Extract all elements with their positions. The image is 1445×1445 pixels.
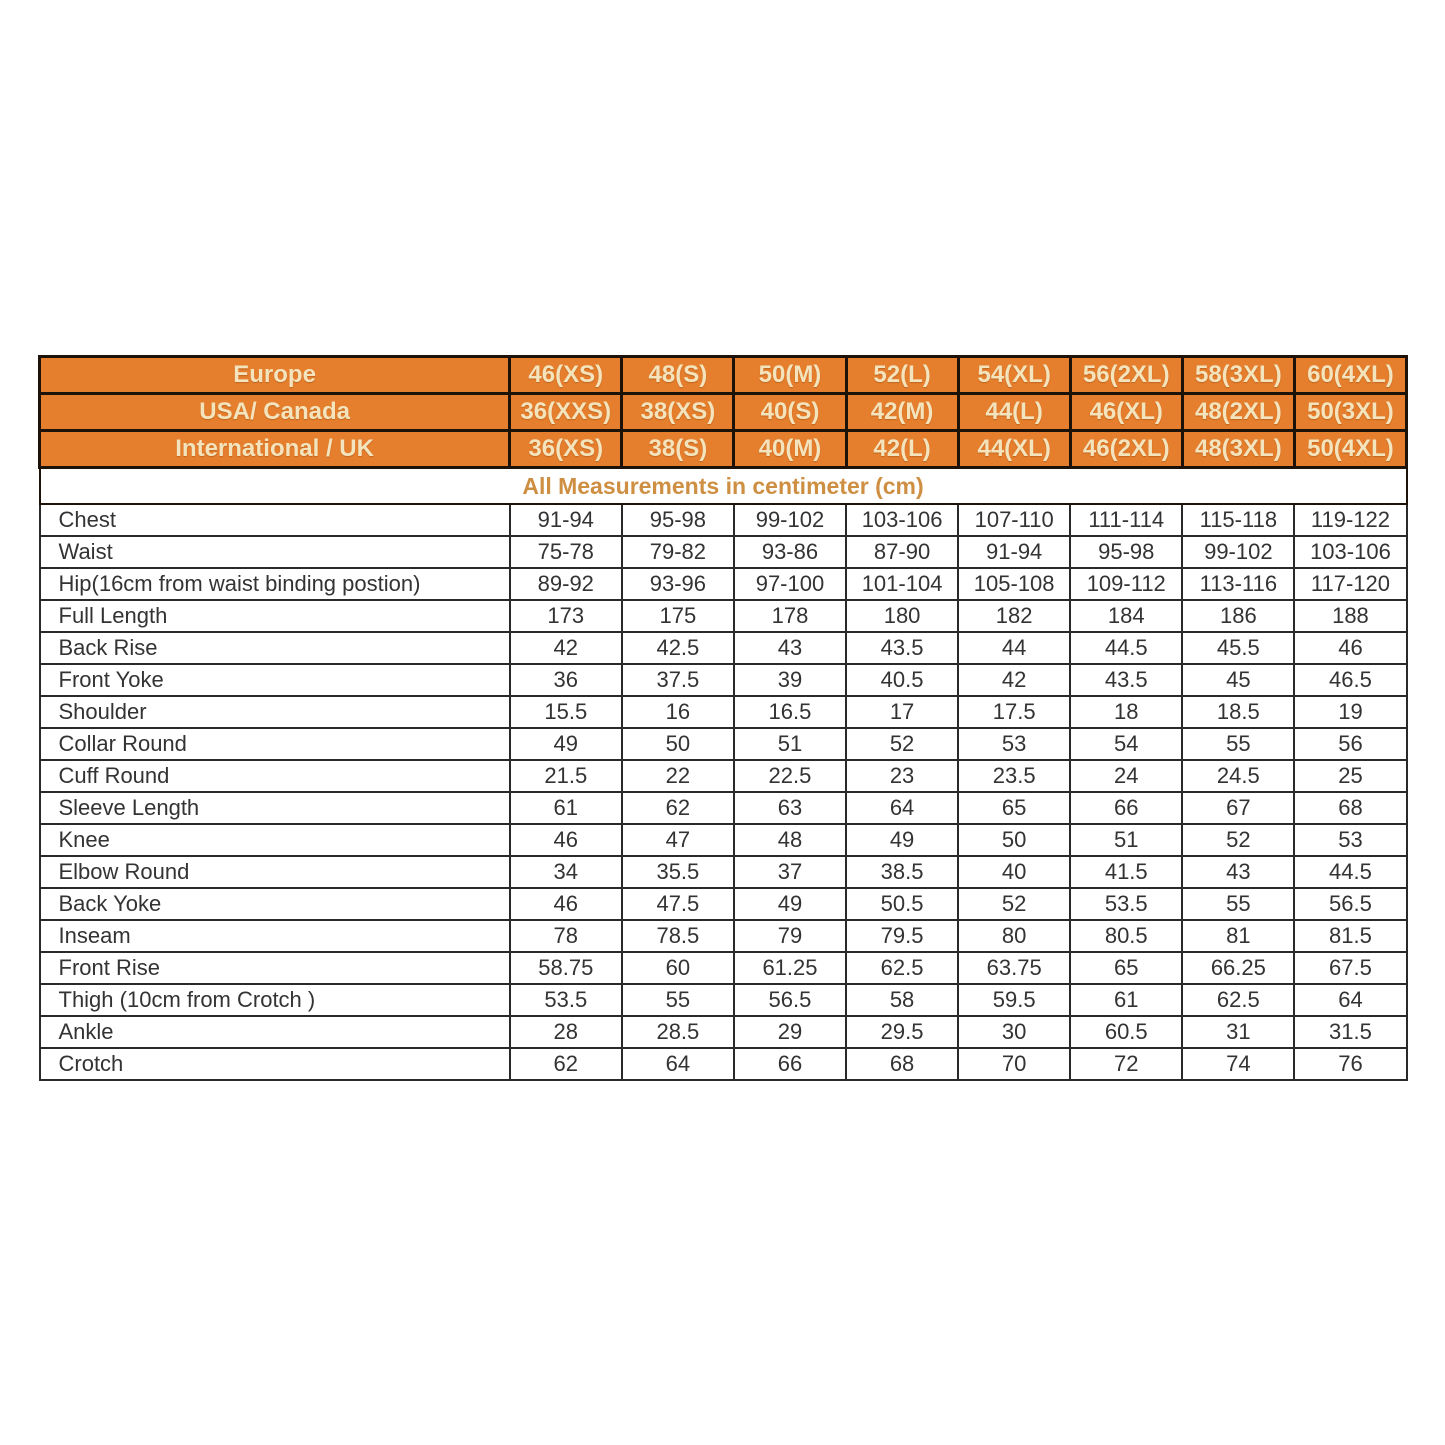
measurement-value: 119-122: [1294, 504, 1406, 536]
measurement-value: 115-118: [1182, 504, 1294, 536]
measurement-value: 87-90: [846, 536, 958, 568]
size-cell: 38(XS): [622, 394, 734, 431]
size-system-label: Europe: [40, 357, 510, 394]
measurement-value: 54: [1070, 728, 1182, 760]
measurement-row: [40, 760, 1407, 792]
size-cell: 50(M): [734, 357, 846, 394]
units-note: All Measurements in centimeter (cm): [40, 468, 1407, 505]
measurement-value: 24.5: [1182, 760, 1294, 792]
measurement-value: 44.5: [1070, 632, 1182, 664]
measurement-value: 43.5: [1070, 664, 1182, 696]
measurement-value: 62: [510, 1048, 622, 1080]
measurement-row: [40, 664, 1407, 696]
measurement-value: 91-94: [958, 536, 1070, 568]
measurement-value: 80: [958, 920, 1070, 952]
measurement-value: 66.25: [1182, 952, 1294, 984]
measurement-value: 173: [510, 600, 622, 632]
measurement-value: 50.5: [846, 888, 958, 920]
measurement-label: Collar Round: [40, 728, 510, 760]
size-cell: 40(M): [734, 431, 846, 468]
size-chart-body: [40, 357, 1407, 1081]
measurement-value: 62: [622, 792, 734, 824]
measurement-value: 61: [1070, 984, 1182, 1016]
measurement-row: [40, 568, 1407, 600]
measurement-value: 61: [510, 792, 622, 824]
measurement-value: 18: [1070, 696, 1182, 728]
measurement-value: 29: [734, 1016, 846, 1048]
measurement-value: 52: [1182, 824, 1294, 856]
measurement-value: 16: [622, 696, 734, 728]
measurement-value: 17.5: [958, 696, 1070, 728]
measurement-value: 35.5: [622, 856, 734, 888]
measurement-value: 23: [846, 760, 958, 792]
measurement-value: 80.5: [1070, 920, 1182, 952]
measurement-value: 39: [734, 664, 846, 696]
measurement-value: 62.5: [846, 952, 958, 984]
measurement-value: 50: [958, 824, 1070, 856]
measurement-row: [40, 952, 1407, 984]
measurement-value: 49: [510, 728, 622, 760]
measurement-value: 22: [622, 760, 734, 792]
measurement-value: 51: [734, 728, 846, 760]
measurement-value: 105-108: [958, 568, 1070, 600]
measurement-value: 53: [958, 728, 1070, 760]
measurement-value: 95-98: [622, 504, 734, 536]
measurement-value: 70: [958, 1048, 1070, 1080]
measurement-value: 79: [734, 920, 846, 952]
size-cell: 46(XS): [510, 357, 622, 394]
measurement-value: 56.5: [1294, 888, 1406, 920]
measurement-value: 43: [734, 632, 846, 664]
measurement-value: 68: [1294, 792, 1406, 824]
measurement-value: 61.25: [734, 952, 846, 984]
size-cell: 50(3XL): [1294, 394, 1406, 431]
measurement-value: 49: [846, 824, 958, 856]
measurement-value: 45.5: [1182, 632, 1294, 664]
size-cell: 36(XS): [510, 431, 622, 468]
measurement-row: [40, 536, 1407, 568]
measurement-label: Back Yoke: [40, 888, 510, 920]
measurement-row: [40, 888, 1407, 920]
measurement-value: 42: [510, 632, 622, 664]
measurement-value: 109-112: [1070, 568, 1182, 600]
measurement-value: 40: [958, 856, 1070, 888]
measurement-label: Hip(16cm from waist binding postion): [40, 568, 510, 600]
measurement-value: 31.5: [1294, 1016, 1406, 1048]
size-cell: 46(2XL): [1070, 431, 1182, 468]
measurement-value: 64: [846, 792, 958, 824]
measurement-value: 67: [1182, 792, 1294, 824]
measurement-value: 117-120: [1294, 568, 1406, 600]
measurement-value: 62.5: [1182, 984, 1294, 1016]
measurement-row: [40, 792, 1407, 824]
measurement-label: Thigh (10cm from Crotch ): [40, 984, 510, 1016]
measurement-value: 81: [1182, 920, 1294, 952]
measurement-value: 46: [510, 888, 622, 920]
measurement-value: 99-102: [734, 504, 846, 536]
measurement-label: Elbow Round: [40, 856, 510, 888]
measurement-value: 103-106: [846, 504, 958, 536]
measurement-label: Crotch: [40, 1048, 510, 1080]
size-cell: 46(XL): [1070, 394, 1182, 431]
measurement-row: [40, 920, 1407, 952]
measurement-label: Knee: [40, 824, 510, 856]
measurement-value: 76: [1294, 1048, 1406, 1080]
measurement-value: 64: [622, 1048, 734, 1080]
measurement-value: 55: [1182, 728, 1294, 760]
measurement-value: 15.5: [510, 696, 622, 728]
measurement-value: 52: [958, 888, 1070, 920]
measurement-value: 65: [1070, 952, 1182, 984]
measurement-value: 101-104: [846, 568, 958, 600]
size-cell: 56(2XL): [1070, 357, 1182, 394]
measurement-value: 60: [622, 952, 734, 984]
measurement-row: [40, 1016, 1407, 1048]
measurement-value: 16.5: [734, 696, 846, 728]
measurement-value: 46.5: [1294, 664, 1406, 696]
measurement-value: 74: [1182, 1048, 1294, 1080]
units-note-row: [40, 468, 1407, 505]
measurement-row: [40, 856, 1407, 888]
measurement-value: 79-82: [622, 536, 734, 568]
measurement-value: 63.75: [958, 952, 1070, 984]
size-chart-table: [38, 355, 1408, 1081]
measurement-value: 58: [846, 984, 958, 1016]
measurement-value: 64: [1294, 984, 1406, 1016]
size-cell: 42(M): [846, 394, 958, 431]
measurement-label: Inseam: [40, 920, 510, 952]
measurement-value: 99-102: [1182, 536, 1294, 568]
measurement-value: 75-78: [510, 536, 622, 568]
measurement-value: 182: [958, 600, 1070, 632]
measurement-row: [40, 1048, 1407, 1080]
measurement-row: [40, 632, 1407, 664]
measurement-value: 42: [958, 664, 1070, 696]
measurement-label: Front Rise: [40, 952, 510, 984]
size-cell: 40(S): [734, 394, 846, 431]
size-system-row-1: [40, 394, 1407, 431]
measurement-value: 184: [1070, 600, 1182, 632]
measurement-value: 93-86: [734, 536, 846, 568]
size-cell: 44(L): [958, 394, 1070, 431]
measurement-value: 60.5: [1070, 1016, 1182, 1048]
size-cell: 38(S): [622, 431, 734, 468]
measurement-value: 111-114: [1070, 504, 1182, 536]
measurement-value: 53.5: [1070, 888, 1182, 920]
measurement-label: Full Length: [40, 600, 510, 632]
measurement-row: [40, 984, 1407, 1016]
size-system-row-2: [40, 431, 1407, 468]
measurement-value: 28.5: [622, 1016, 734, 1048]
measurement-value: 47: [622, 824, 734, 856]
measurement-value: 55: [622, 984, 734, 1016]
measurement-value: 107-110: [958, 504, 1070, 536]
measurement-value: 25: [1294, 760, 1406, 792]
measurement-value: 67.5: [1294, 952, 1406, 984]
measurement-value: 65: [958, 792, 1070, 824]
measurement-value: 29.5: [846, 1016, 958, 1048]
measurement-value: 44: [958, 632, 1070, 664]
measurement-value: 38.5: [846, 856, 958, 888]
size-cell: 52(L): [846, 357, 958, 394]
measurement-value: 59.5: [958, 984, 1070, 1016]
size-cell: 54(XL): [958, 357, 1070, 394]
measurement-value: 78.5: [622, 920, 734, 952]
measurement-value: 37: [734, 856, 846, 888]
measurement-value: 50: [622, 728, 734, 760]
measurement-value: 63: [734, 792, 846, 824]
measurement-value: 43.5: [846, 632, 958, 664]
measurement-label: Cuff Round: [40, 760, 510, 792]
size-cell: 48(S): [622, 357, 734, 394]
measurement-value: 68: [846, 1048, 958, 1080]
measurement-row: [40, 696, 1407, 728]
measurement-value: 103-106: [1294, 536, 1406, 568]
measurement-row: [40, 600, 1407, 632]
measurement-value: 47.5: [622, 888, 734, 920]
measurement-value: 45: [1182, 664, 1294, 696]
measurement-value: 44.5: [1294, 856, 1406, 888]
measurement-value: 180: [846, 600, 958, 632]
measurement-value: 89-92: [510, 568, 622, 600]
measurement-value: 175: [622, 600, 734, 632]
measurement-value: 93-96: [622, 568, 734, 600]
size-system-row-0: [40, 357, 1407, 394]
measurement-value: 48: [734, 824, 846, 856]
measurement-value: 46: [510, 824, 622, 856]
measurement-value: 95-98: [1070, 536, 1182, 568]
measurement-value: 81.5: [1294, 920, 1406, 952]
measurement-value: 18.5: [1182, 696, 1294, 728]
measurement-value: 19: [1294, 696, 1406, 728]
size-cell: 60(4XL): [1294, 357, 1406, 394]
measurement-value: 22.5: [734, 760, 846, 792]
measurement-value: 79.5: [846, 920, 958, 952]
measurement-value: 37.5: [622, 664, 734, 696]
measurement-label: Sleeve Length: [40, 792, 510, 824]
measurement-value: 53: [1294, 824, 1406, 856]
size-system-label: International / UK: [40, 431, 510, 468]
measurement-value: 30: [958, 1016, 1070, 1048]
measurement-row: [40, 824, 1407, 856]
measurement-value: 56.5: [734, 984, 846, 1016]
measurement-value: 42.5: [622, 632, 734, 664]
measurement-value: 36: [510, 664, 622, 696]
measurement-row: [40, 728, 1407, 760]
size-cell: 48(2XL): [1182, 394, 1294, 431]
size-cell: 48(3XL): [1182, 431, 1294, 468]
measurement-value: 17: [846, 696, 958, 728]
measurement-value: 34: [510, 856, 622, 888]
measurement-value: 91-94: [510, 504, 622, 536]
measurement-value: 52: [846, 728, 958, 760]
size-cell: 58(3XL): [1182, 357, 1294, 394]
size-cell: 50(4XL): [1294, 431, 1406, 468]
measurement-label: Waist: [40, 536, 510, 568]
measurement-value: 56: [1294, 728, 1406, 760]
measurement-label: Shoulder: [40, 696, 510, 728]
measurement-value: 178: [734, 600, 846, 632]
measurement-value: 24: [1070, 760, 1182, 792]
measurement-value: 31: [1182, 1016, 1294, 1048]
size-system-label: USA/ Canada: [40, 394, 510, 431]
measurement-value: 186: [1182, 600, 1294, 632]
measurement-value: 66: [734, 1048, 846, 1080]
measurement-value: 41.5: [1070, 856, 1182, 888]
measurement-label: Ankle: [40, 1016, 510, 1048]
measurement-value: 58.75: [510, 952, 622, 984]
measurement-value: 188: [1294, 600, 1406, 632]
measurement-value: 21.5: [510, 760, 622, 792]
size-cell: 42(L): [846, 431, 958, 468]
measurement-value: 78: [510, 920, 622, 952]
measurement-value: 51: [1070, 824, 1182, 856]
measurement-value: 43: [1182, 856, 1294, 888]
measurement-value: 66: [1070, 792, 1182, 824]
measurement-row: [40, 504, 1407, 536]
measurement-value: 23.5: [958, 760, 1070, 792]
measurement-value: 55: [1182, 888, 1294, 920]
measurement-value: 113-116: [1182, 568, 1294, 600]
measurement-value: 49: [734, 888, 846, 920]
measurement-label: Back Rise: [40, 632, 510, 664]
measurement-value: 28: [510, 1016, 622, 1048]
measurement-value: 40.5: [846, 664, 958, 696]
size-cell: 44(XL): [958, 431, 1070, 468]
measurement-value: 53.5: [510, 984, 622, 1016]
measurement-value: 72: [1070, 1048, 1182, 1080]
size-cell: 36(XXS): [510, 394, 622, 431]
measurement-label: Chest: [40, 504, 510, 536]
measurement-value: 46: [1294, 632, 1406, 664]
measurement-label: Front Yoke: [40, 664, 510, 696]
measurement-value: 97-100: [734, 568, 846, 600]
